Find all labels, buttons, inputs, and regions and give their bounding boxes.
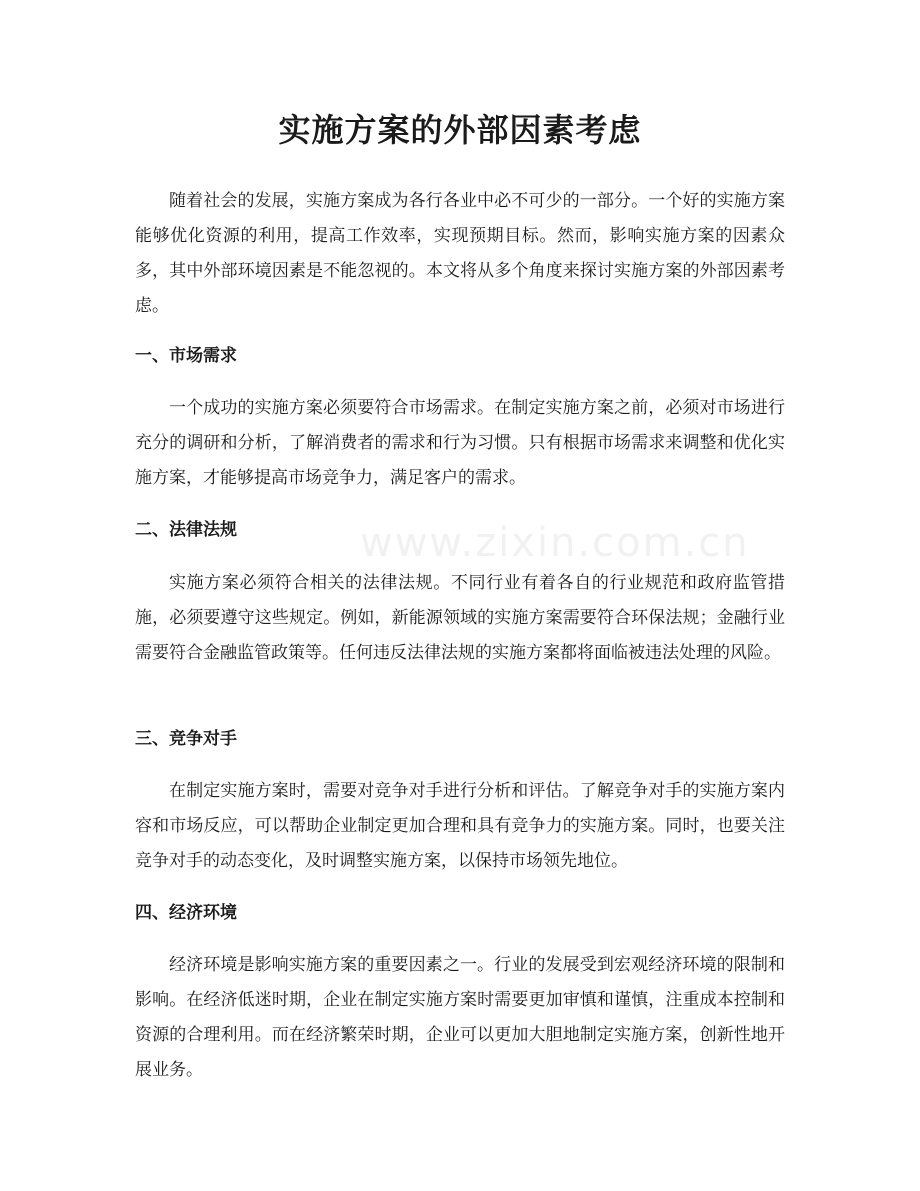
section-body-economy: 经济环境是影响实施方案的重要因素之一。行业的发展受到宏观经济环境的限制和影响。在经济低迷时期，企业在制定实施方案时需要更加审慎和谨慎，注重成本控制和资源的合理利用。而在经济繁荣时期，企业可以更加大胆地制定实施方案，创新性地开展业务。 — [135, 955, 785, 1080]
section-heading-economy: 四、经济环境 — [135, 903, 237, 923]
document-title: 实施方案的外部因素考虑 — [278, 111, 642, 149]
section-body-competitor: 在制定实施方案时，需要对竞争对手进行分析和评估。了解竞争对手的实施方案内容和市场反应，可以帮助企业制定更加合理和具有竞争力的实施方案。同时，也要关注竞争对手的动态变化，及时调整实施方案，以保持市场领先地位。 — [135, 781, 785, 871]
section-heading-market: 一、市场需求 — [135, 346, 237, 366]
section-body-market: 一个成功的实施方案必须要符合市场需求。在制定实施方案之前，必须对市场进行充分的调研和分析，了解消费者的需求和行为习惯。只有根据市场需求来调整和优化实施方案，才能够提高市场竞争力，满足客户的需求。 — [135, 398, 785, 488]
intro-paragraph: 随着社会的发展，实施方案成为各行各业中必不可少的一部分。一个好的实施方案能够优化资源的利用，提高工作效率，实现预期目标。然而，影响实施方案的因素众多，其中外部环境因素是不能忽视的。本文将从多个角度来探讨实施方案的外部因素考虑。 — [135, 191, 785, 316]
watermark-text: www.zixin.com.cn — [360, 520, 750, 566]
section-heading-law: 二、法律法规 — [135, 520, 237, 540]
section-body-law: 实施方案必须符合相关的法律法规。不同行业有着各自的行业规范和政府监管措施，必须要遵守这些规定。例如，新能源领域的实施方案需要符合环保法规；金融行业需要符合金融监管政策等。任何违反法律法规的实施方案都将面临被违法处理的风险。 — [135, 573, 785, 663]
section-heading-competitor: 三、竞争对手 — [135, 729, 237, 749]
